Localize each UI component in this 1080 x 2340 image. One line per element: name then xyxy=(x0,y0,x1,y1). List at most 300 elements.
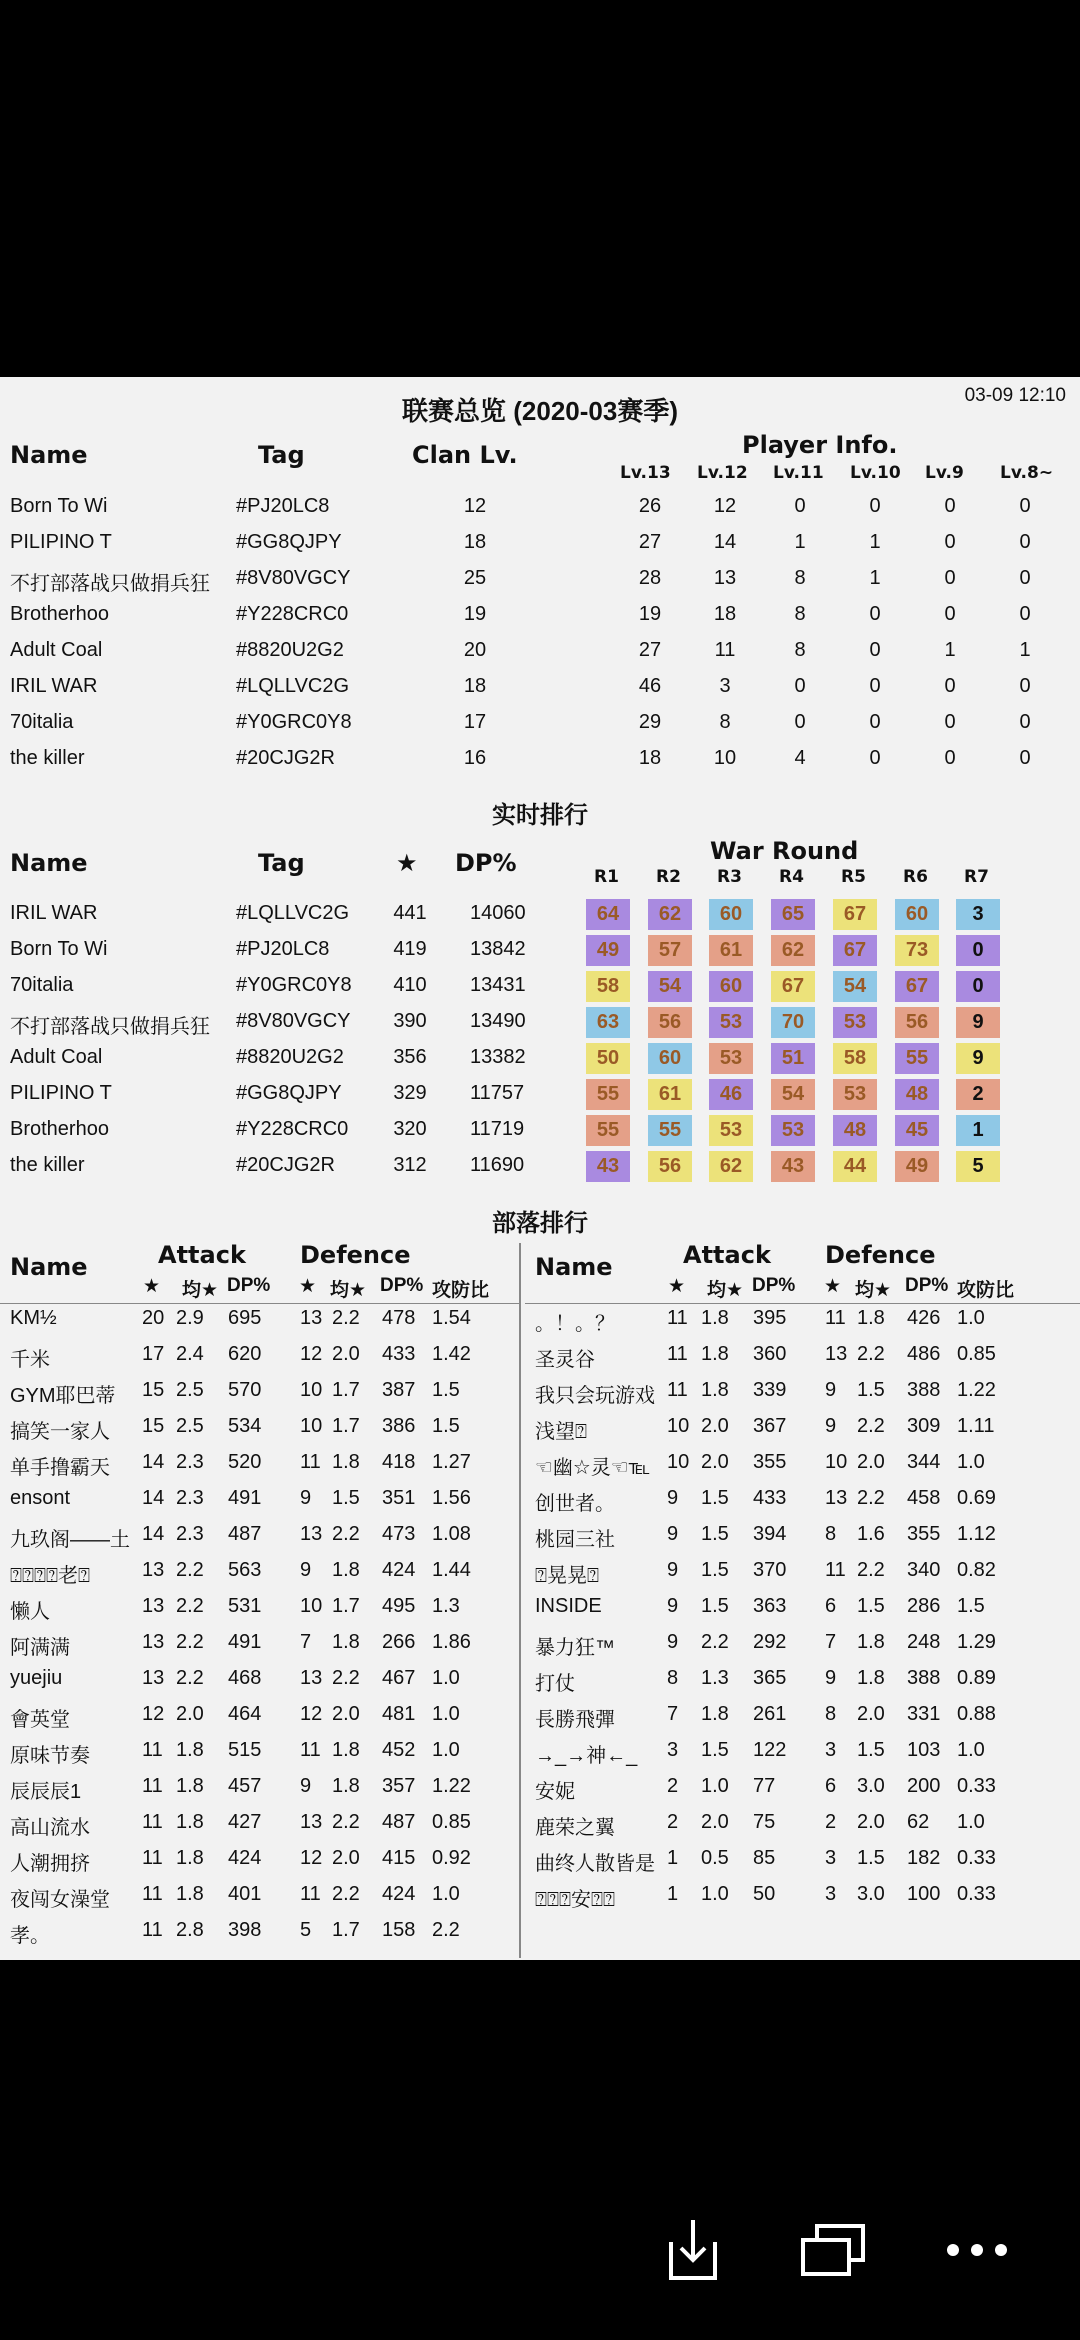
member-stat: 11 xyxy=(667,1307,688,1329)
member-stat: 3 xyxy=(825,1883,837,1905)
member-stat: 468 xyxy=(228,1667,262,1689)
player-level-count: 26 xyxy=(638,495,662,517)
member-stat: 0.88 xyxy=(957,1703,996,1725)
round-score: 5 xyxy=(956,1151,1000,1182)
clan-level: 25 xyxy=(463,567,487,589)
download-icon xyxy=(663,2216,723,2284)
member-stat: 1.5 xyxy=(857,1847,885,1869)
level-header: Lv.11 xyxy=(773,463,824,483)
player-level-count: 18 xyxy=(638,747,662,769)
member-stat: 9 xyxy=(825,1415,837,1437)
member-stat: 1.5 xyxy=(701,1487,729,1509)
round-score: 67 xyxy=(833,899,877,930)
member-stat: 6 xyxy=(825,1775,837,1797)
clan-tag: #Y0GRC0Y8 xyxy=(236,711,352,733)
round-score: 9 xyxy=(956,1043,1000,1074)
member-stat: 8 xyxy=(667,1667,679,1689)
member-stat: 2.2 xyxy=(857,1415,885,1437)
player-level-count: 0 xyxy=(1019,531,1031,553)
member-stat: 2.2 xyxy=(176,1559,204,1581)
member-stat: 1.12 xyxy=(957,1523,996,1545)
member-stat: 1.5 xyxy=(432,1379,460,1401)
member-stat: 695 xyxy=(228,1307,262,1329)
round-score: 0 xyxy=(956,971,1000,1002)
clan-tag: #Y0GRC0Y8 xyxy=(236,974,352,996)
member-stat: 1.5 xyxy=(432,1415,460,1437)
round-score: 45 xyxy=(895,1115,939,1146)
clan-dp: 13382 xyxy=(470,1046,526,1068)
round-score: 2 xyxy=(956,1079,1000,1110)
member-stat: 266 xyxy=(382,1631,416,1653)
member-name: 浅望⍰ xyxy=(535,1421,587,1443)
clan-level: 19 xyxy=(463,603,487,625)
player-level-count: 11 xyxy=(714,639,736,661)
round-score: 67 xyxy=(833,935,877,966)
level-header: Lv.12 xyxy=(697,463,748,483)
tribe-subheader: ★ xyxy=(143,1276,161,1297)
tribe-header-defence: Defence xyxy=(825,1241,936,1269)
member-stat: 1.8 xyxy=(176,1775,204,1797)
tribe-header-name: Name xyxy=(535,1253,613,1281)
member-name: 圣灵谷 xyxy=(535,1349,595,1371)
member-stat: 13 xyxy=(142,1667,165,1689)
player-level-count: 19 xyxy=(638,603,662,625)
clan-name: the killer xyxy=(10,1154,85,1176)
member-name: 人潮拥挤 xyxy=(10,1853,90,1875)
clan-name: 70italia xyxy=(10,711,74,733)
clan-tag: #8820U2G2 xyxy=(236,1046,344,1068)
member-stat: 365 xyxy=(753,1667,787,1689)
member-stat: 2.2 xyxy=(176,1667,204,1689)
clan-name: 不打部落战只做捐兵狂 xyxy=(10,1016,210,1038)
player-level-count: 12 xyxy=(713,495,737,517)
overview-title: 联赛总览 (2020-03赛季) xyxy=(402,396,678,426)
round-score: 55 xyxy=(586,1115,630,1146)
overview-header-name: Name xyxy=(10,441,88,469)
player-level-count: 0 xyxy=(944,603,956,625)
player-level-count: 0 xyxy=(794,675,806,697)
player-level-count: 0 xyxy=(1019,495,1031,517)
clan-tag: #GG8QJPY xyxy=(236,1082,342,1104)
member-stat: 1.0 xyxy=(432,1703,460,1725)
member-stat: 2.3 xyxy=(176,1487,204,1509)
member-stat: 2.2 xyxy=(857,1559,885,1581)
round-score: 65 xyxy=(771,899,815,930)
member-stat: 20 xyxy=(142,1307,165,1329)
member-name: yuejiu xyxy=(10,1667,63,1689)
level-header: Lv.10 xyxy=(850,463,901,483)
player-level-count: 0 xyxy=(1019,675,1031,697)
member-stat: 1.8 xyxy=(176,1811,204,1833)
member-stat: 12 xyxy=(300,1343,323,1365)
member-stat: 386 xyxy=(382,1415,416,1437)
member-stat: 309 xyxy=(907,1415,941,1437)
member-stat: 10 xyxy=(300,1379,323,1401)
member-stat: 13 xyxy=(300,1523,323,1545)
member-stat: 464 xyxy=(228,1703,262,1725)
player-level-count: 28 xyxy=(638,567,662,589)
member-name: 。！。？ xyxy=(535,1313,615,1335)
clan-stars: 312 xyxy=(393,1154,427,1176)
member-stat: 248 xyxy=(907,1631,941,1653)
member-stat: 491 xyxy=(228,1487,262,1509)
member-stat: 103 xyxy=(907,1739,941,1761)
clan-dp: 13842 xyxy=(470,938,526,960)
round-score: 61 xyxy=(648,1079,692,1110)
member-stat: 1.8 xyxy=(701,1307,729,1329)
tribe-subheader: ★ xyxy=(668,1276,686,1297)
member-stat: 452 xyxy=(382,1739,416,1761)
member-stat: 9 xyxy=(667,1631,679,1653)
download-button[interactable] xyxy=(633,2200,753,2300)
tribe-header-attack: Attack xyxy=(683,1241,771,1269)
member-name: ☜幽☆灵☜℡ xyxy=(535,1457,651,1479)
member-stat: 11 xyxy=(142,1775,163,1797)
ranking-header-tag: Tag xyxy=(258,849,305,877)
member-stat: 1.27 xyxy=(432,1451,471,1473)
round-header: R5 xyxy=(841,867,866,887)
clan-dp: 11719 xyxy=(470,1118,525,1140)
multi-window-button[interactable] xyxy=(774,2200,894,2300)
member-stat: 388 xyxy=(907,1667,941,1689)
member-name: ⍰晃晃⍰ xyxy=(535,1565,599,1587)
tribe-header-defence: Defence xyxy=(300,1241,411,1269)
member-name: ⍰⍰⍰安⍰⍰ xyxy=(535,1889,615,1911)
member-stat: 3.0 xyxy=(857,1883,885,1905)
member-stat: 1.8 xyxy=(857,1631,885,1653)
member-stat: 13 xyxy=(825,1343,848,1365)
member-stat: 433 xyxy=(382,1343,416,1365)
member-stat: 1.54 xyxy=(432,1307,471,1329)
player-level-count: 0 xyxy=(1019,711,1031,733)
member-stat: 11 xyxy=(825,1307,846,1329)
member-stat: 12 xyxy=(142,1703,165,1725)
member-stat: 2.2 xyxy=(701,1631,729,1653)
round-score: 55 xyxy=(648,1115,692,1146)
member-stat: 1.5 xyxy=(957,1595,985,1617)
member-stat: 2.5 xyxy=(176,1415,204,1437)
player-level-count: 0 xyxy=(869,711,881,733)
member-stat: 424 xyxy=(382,1559,416,1581)
member-stat: 8 xyxy=(825,1703,837,1725)
member-stat: 370 xyxy=(753,1559,787,1581)
round-score: 58 xyxy=(586,971,630,1002)
member-stat: 7 xyxy=(825,1631,837,1653)
member-stat: 1.0 xyxy=(432,1739,460,1761)
member-stat: 2.8 xyxy=(176,1919,204,1941)
clan-dp: 14060 xyxy=(470,902,526,924)
member-stat: 1.56 xyxy=(432,1487,471,1509)
round-score: 48 xyxy=(895,1079,939,1110)
member-stat: 1.42 xyxy=(432,1343,471,1365)
ranking-title: 实时排行 xyxy=(492,802,588,829)
member-stat: 2.0 xyxy=(701,1451,729,1473)
member-stat: 11 xyxy=(142,1883,163,1905)
member-stat: 1.0 xyxy=(701,1883,729,1905)
member-name: 千米 xyxy=(10,1349,50,1371)
member-stat: 491 xyxy=(228,1631,262,1653)
round-score: 62 xyxy=(709,1151,753,1182)
round-score: 44 xyxy=(833,1151,877,1182)
member-stat: 14 xyxy=(142,1487,165,1509)
clan-tag: #20CJG2R xyxy=(236,747,335,769)
member-stat: 570 xyxy=(228,1379,262,1401)
member-stat: 2.0 xyxy=(332,1343,360,1365)
member-stat: 0.69 xyxy=(957,1487,996,1509)
clan-name: PILIPINO T xyxy=(10,1082,112,1104)
member-stat: 3 xyxy=(825,1847,837,1869)
member-stat: 182 xyxy=(907,1847,941,1869)
member-stat: 2.2 xyxy=(857,1487,885,1509)
member-stat: 11 xyxy=(142,1739,163,1761)
tribe-subheader: 攻防比 xyxy=(432,1280,490,1301)
member-stat: 100 xyxy=(907,1883,941,1905)
ranking-header-name: Name xyxy=(10,849,88,877)
clan-tag: #20CJG2R xyxy=(236,1154,335,1176)
member-stat: 2.3 xyxy=(176,1451,204,1473)
member-stat: 9 xyxy=(825,1667,837,1689)
member-stat: 7 xyxy=(300,1631,312,1653)
member-stat: 355 xyxy=(753,1451,787,1473)
member-stat: 486 xyxy=(907,1343,941,1365)
member-stat: 0.33 xyxy=(957,1847,996,1869)
clan-level: 18 xyxy=(463,675,487,697)
member-stat: 11 xyxy=(142,1847,163,1869)
member-stat: 1.8 xyxy=(176,1883,204,1905)
round-score: 73 xyxy=(895,935,939,966)
member-name: 會英堂 xyxy=(10,1709,70,1731)
member-stat: 2.0 xyxy=(332,1847,360,1869)
player-level-count: 4 xyxy=(794,747,806,769)
member-stat: 487 xyxy=(382,1811,416,1833)
member-stat: 10 xyxy=(667,1451,690,1473)
member-stat: 1.7 xyxy=(332,1595,360,1617)
member-stat: 13 xyxy=(825,1487,848,1509)
round-score: 58 xyxy=(833,1043,877,1074)
member-name: 桃园三社 xyxy=(535,1529,615,1551)
member-stat: 467 xyxy=(382,1667,416,1689)
member-stat: 1.6 xyxy=(857,1523,885,1545)
member-name: ⍰⍰⍰⍰老⍰ xyxy=(10,1565,90,1587)
member-stat: 433 xyxy=(753,1487,787,1509)
ranking-header-war-round: War Round xyxy=(710,837,859,865)
clan-dp: 11690 xyxy=(470,1154,525,1176)
player-level-count: 0 xyxy=(1019,747,1031,769)
member-stat: 418 xyxy=(382,1451,416,1473)
member-stat: 77 xyxy=(753,1775,776,1797)
member-name: ensont xyxy=(10,1487,71,1509)
player-level-count: 0 xyxy=(1019,603,1031,625)
clan-level: 12 xyxy=(463,495,487,517)
player-level-count: 0 xyxy=(869,603,881,625)
tribe-subheader: 均★ xyxy=(707,1280,744,1301)
round-score: 60 xyxy=(709,971,753,1002)
round-score: 56 xyxy=(895,1007,939,1038)
member-stat: 3 xyxy=(667,1739,679,1761)
member-stat: 1.0 xyxy=(432,1883,460,1905)
member-stat: 1.8 xyxy=(332,1451,360,1473)
overview-header-clan-lv: Clan Lv. xyxy=(412,441,518,469)
member-stat: 415 xyxy=(382,1847,416,1869)
member-stat: 13 xyxy=(142,1631,165,1653)
ranking-header-star: ★ xyxy=(396,849,418,877)
tribe-subheader: DP% xyxy=(380,1275,424,1296)
clan-name: the killer xyxy=(10,747,85,769)
round-score: 9 xyxy=(956,1007,1000,1038)
round-score: 53 xyxy=(771,1115,815,1146)
member-stat: 2.9 xyxy=(176,1307,204,1329)
member-name: →_→神←_ xyxy=(535,1745,638,1767)
member-stat: 1.08 xyxy=(432,1523,471,1545)
member-name: 暴力狂™ xyxy=(535,1637,615,1659)
member-stat: 0.82 xyxy=(957,1559,996,1581)
member-stat: 0.85 xyxy=(432,1811,471,1833)
clan-tag: #Y228CRC0 xyxy=(236,603,349,625)
member-stat: 563 xyxy=(228,1559,262,1581)
member-name: 高山流水 xyxy=(10,1817,90,1839)
player-level-count: 1 xyxy=(944,639,956,661)
round-score: 61 xyxy=(709,935,753,966)
member-stat: 2.0 xyxy=(176,1703,204,1725)
round-score: 49 xyxy=(895,1151,939,1182)
member-stat: 286 xyxy=(907,1595,941,1617)
member-stat: 1.7 xyxy=(332,1919,360,1941)
member-stat: 2 xyxy=(825,1811,837,1833)
round-score: 55 xyxy=(586,1079,630,1110)
tribe-header-attack: Attack xyxy=(158,1241,246,1269)
member-stat: 2.2 xyxy=(176,1631,204,1653)
member-stat: 10 xyxy=(825,1451,848,1473)
member-stat: 1.8 xyxy=(857,1667,885,1689)
round-score: 53 xyxy=(709,1043,753,1074)
member-stat: 1.5 xyxy=(857,1739,885,1761)
bottom-action-bar xyxy=(0,2200,1080,2340)
tribe-header-name: Name xyxy=(10,1253,88,1281)
member-stat: 1.7 xyxy=(332,1415,360,1437)
member-stat: 200 xyxy=(907,1775,941,1797)
clan-name: Born To Wi xyxy=(10,938,108,960)
member-stat: 339 xyxy=(753,1379,787,1401)
clan-name: Born To Wi xyxy=(10,495,108,517)
player-level-count: 0 xyxy=(944,711,956,733)
round-score: 56 xyxy=(648,1007,692,1038)
round-score: 62 xyxy=(771,935,815,966)
round-score: 54 xyxy=(833,971,877,1002)
tribe-subheader: 均★ xyxy=(330,1280,367,1301)
clan-stars: 320 xyxy=(393,1118,427,1140)
ranking-header-dp: DP% xyxy=(455,849,517,877)
member-stat: 363 xyxy=(753,1595,787,1617)
member-stat: 122 xyxy=(753,1739,787,1761)
player-level-count: 13 xyxy=(713,567,737,589)
member-stat: 0.33 xyxy=(957,1883,996,1905)
member-stat: 2 xyxy=(667,1811,679,1833)
multi-window-icon xyxy=(799,2222,869,2278)
tribe-subheader: 攻防比 xyxy=(957,1280,1015,1301)
timestamp: 03-09 12:10 xyxy=(964,385,1066,406)
clan-stars: 419 xyxy=(393,938,427,960)
member-stat: 427 xyxy=(228,1811,262,1833)
round-score: 60 xyxy=(709,899,753,930)
member-name: 懒人 xyxy=(10,1601,50,1623)
clan-tag: #8V80VGCY xyxy=(236,567,351,589)
member-stat: 520 xyxy=(228,1451,262,1473)
clan-tag: #8820U2G2 xyxy=(236,639,344,661)
player-level-count: 14 xyxy=(713,531,737,553)
clan-tag: #8V80VGCY xyxy=(236,1010,351,1032)
member-stat: 424 xyxy=(382,1883,416,1905)
member-stat: 292 xyxy=(753,1631,787,1653)
member-stat: 1.22 xyxy=(432,1775,471,1797)
member-stat: 1.5 xyxy=(701,1523,729,1545)
round-score: 57 xyxy=(648,935,692,966)
player-level-count: 27 xyxy=(638,639,662,661)
tribe-subheader: DP% xyxy=(752,1275,796,1296)
tribe-subheader: 均★ xyxy=(182,1280,219,1301)
more-button[interactable] xyxy=(917,2200,1037,2300)
round-score: 54 xyxy=(771,1079,815,1110)
player-level-count: 0 xyxy=(794,711,806,733)
member-stat: 50 xyxy=(753,1883,776,1905)
member-stat: 1.5 xyxy=(332,1487,360,1509)
league-sheet xyxy=(0,377,1080,1960)
level-header: Lv.13 xyxy=(620,463,671,483)
tribe-title: 部落排行 xyxy=(492,1210,588,1237)
clan-tag: #LQLLVC2G xyxy=(236,902,350,924)
member-stat: 1.5 xyxy=(857,1379,885,1401)
member-stat: 2.2 xyxy=(857,1343,885,1365)
member-stat: 1.8 xyxy=(701,1703,729,1725)
member-stat: 388 xyxy=(907,1379,941,1401)
member-stat: 11 xyxy=(300,1883,321,1905)
member-stat: 9 xyxy=(667,1559,679,1581)
member-stat: 2.2 xyxy=(332,1307,360,1329)
round-score: 63 xyxy=(586,1007,630,1038)
member-stat: 11 xyxy=(667,1343,688,1365)
round-header: R1 xyxy=(594,867,619,887)
member-stat: 2.2 xyxy=(332,1811,360,1833)
member-name: 创世者。 xyxy=(535,1493,615,1515)
member-stat: 2.0 xyxy=(332,1703,360,1725)
member-stat: 367 xyxy=(753,1415,787,1437)
round-score: 53 xyxy=(833,1007,877,1038)
member-stat: 11 xyxy=(825,1559,846,1581)
round-score: 50 xyxy=(586,1043,630,1074)
round-header: R3 xyxy=(717,867,742,887)
member-stat: 1.0 xyxy=(432,1667,460,1689)
clan-dp: 13490 xyxy=(470,1010,526,1032)
clan-name: Adult Coal xyxy=(10,1046,103,1068)
member-stat: 14 xyxy=(142,1451,165,1473)
round-score: 0 xyxy=(956,935,1000,966)
member-stat: 10 xyxy=(667,1415,690,1437)
player-level-count: 0 xyxy=(944,675,956,697)
member-stat: 11 xyxy=(667,1379,688,1401)
member-stat: 458 xyxy=(907,1487,941,1509)
player-level-count: 0 xyxy=(944,747,956,769)
clan-tag: #LQLLVC2G xyxy=(236,675,350,697)
member-stat: 1 xyxy=(667,1883,679,1905)
member-stat: 1.8 xyxy=(332,1559,360,1581)
tribe-subheader: DP% xyxy=(905,1275,949,1296)
member-stat: 10 xyxy=(300,1415,323,1437)
tribe-subheader: ★ xyxy=(299,1276,317,1297)
tribe-header-rule xyxy=(525,1303,1080,1304)
tribe-subheader: ★ xyxy=(824,1276,842,1297)
player-level-count: 18 xyxy=(713,603,737,625)
member-stat: 401 xyxy=(228,1883,262,1905)
player-level-count: 0 xyxy=(869,495,881,517)
